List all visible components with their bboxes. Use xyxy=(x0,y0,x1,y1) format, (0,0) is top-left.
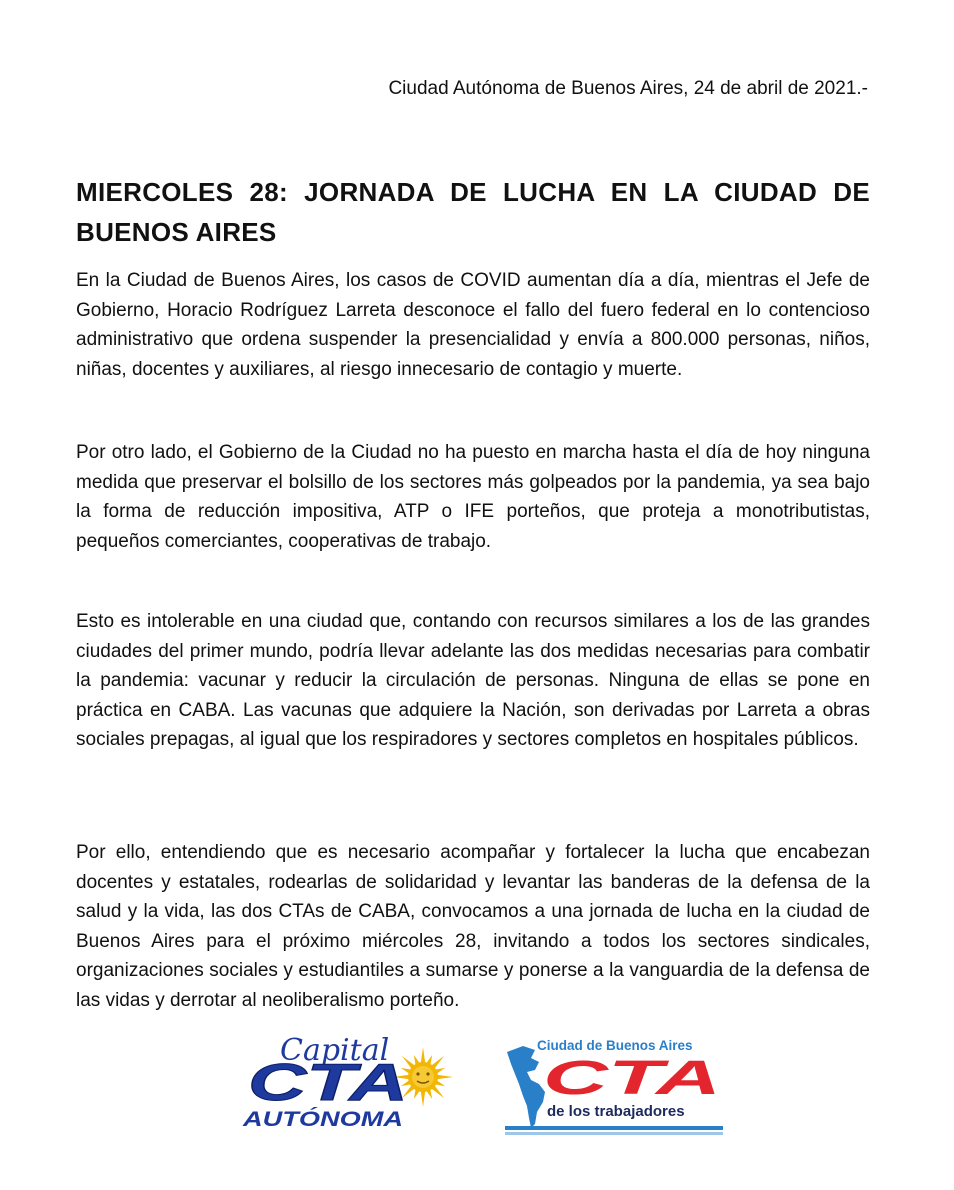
logo-right-top-text: Ciudad de Buenos Aires xyxy=(537,1038,693,1053)
paragraph-3: Esto es intolerable en una ciudad que, contando con recursos similares a los de las grandes ciudades del primer mundo, podría llevar adelante las dos medidas necesarias para combatir la pandemia: vacunar y reducir la circulación de personas. Ninguna de ellas se pone en práctica en CABA. Las vacunas que adquiere la Nación, son derivadas por Larreta a obras sociales prepagas, al igual que los respiradores y sectores completos en hospitales públicos. xyxy=(76,611,870,750)
cta-trabajadores-logo-graphic xyxy=(505,1032,725,1138)
dateline: Ciudad Autónoma de Buenos Aires, 24 de abril de 2021.- xyxy=(388,78,868,99)
cta-trabajadores-logo xyxy=(505,1032,725,1138)
cta-autonoma-logo-graphic xyxy=(238,1030,456,1130)
logo-right-bottom-text: de los trabajadores xyxy=(547,1103,685,1120)
paragraph-4: Por ello, entendiendo que es necesario acompañar y fortalecer la lucha que encabezan docentes y estatales, rodearlas de solidaridad y levantar las banderas de la defensa de la salud y la vida, las dos CTAs de CABA, convocamos a una jornada de lucha en la ciudad de Buenos Aires para el próximo miércoles 28, invitando a todos los sectores sindicales, organizaciones sociales y estudiantiles a sumarse y ponerse a la vanguardia de la defensa de las vidas y derrotar al neoliberalismo porteño. xyxy=(76,842,870,1011)
logo-left-top-text: Capital xyxy=(280,1033,390,1068)
logo-left-main-text: CTA xyxy=(248,1054,408,1112)
sun-ray xyxy=(437,1075,453,1079)
logo-right-stripe xyxy=(505,1126,723,1130)
paragraph-2: Por otro lado, el Gobierno de la Ciudad no ha puesto en marcha hasta el día de hoy ninguna medida que preservar el bolsillo de los sectores más golpeados por la pandemia, ya sea bajo la forma de reducción impositiva, ATP o IFE porteños, que proteja a monotributistas, pequeños comerciantes, cooperativas de trabajo. xyxy=(76,442,870,552)
document-title: MIERCOLES 28: JORNADA DE LUCHA EN LA CIUDAD DE BUENOS AIRES xyxy=(76,177,870,247)
sun-ray xyxy=(421,1091,425,1107)
sun-ray xyxy=(421,1047,425,1063)
cta-autonoma-logo xyxy=(238,1030,456,1130)
paragraph-1: En la Ciudad de Buenos Aires, los casos de COVID aumentan día a día, mientras el Jefe de Gobierno, Horacio Rodríguez Larreta desconoce el fallo del fuero federal en lo contencioso administrativo que ordena suspender la presencialidad y envía a 800.000 personas, niños, niñas, docentes y auxiliares, al riesgo innecesario de contagio y muerte. xyxy=(76,270,870,380)
logo-left-bottom-text: AUTÓNOMA xyxy=(243,1108,367,1130)
logo-right-stripe-light xyxy=(505,1132,723,1135)
logo-right-main-text: CTA xyxy=(543,1052,721,1105)
americas-map-icon xyxy=(507,1046,545,1128)
